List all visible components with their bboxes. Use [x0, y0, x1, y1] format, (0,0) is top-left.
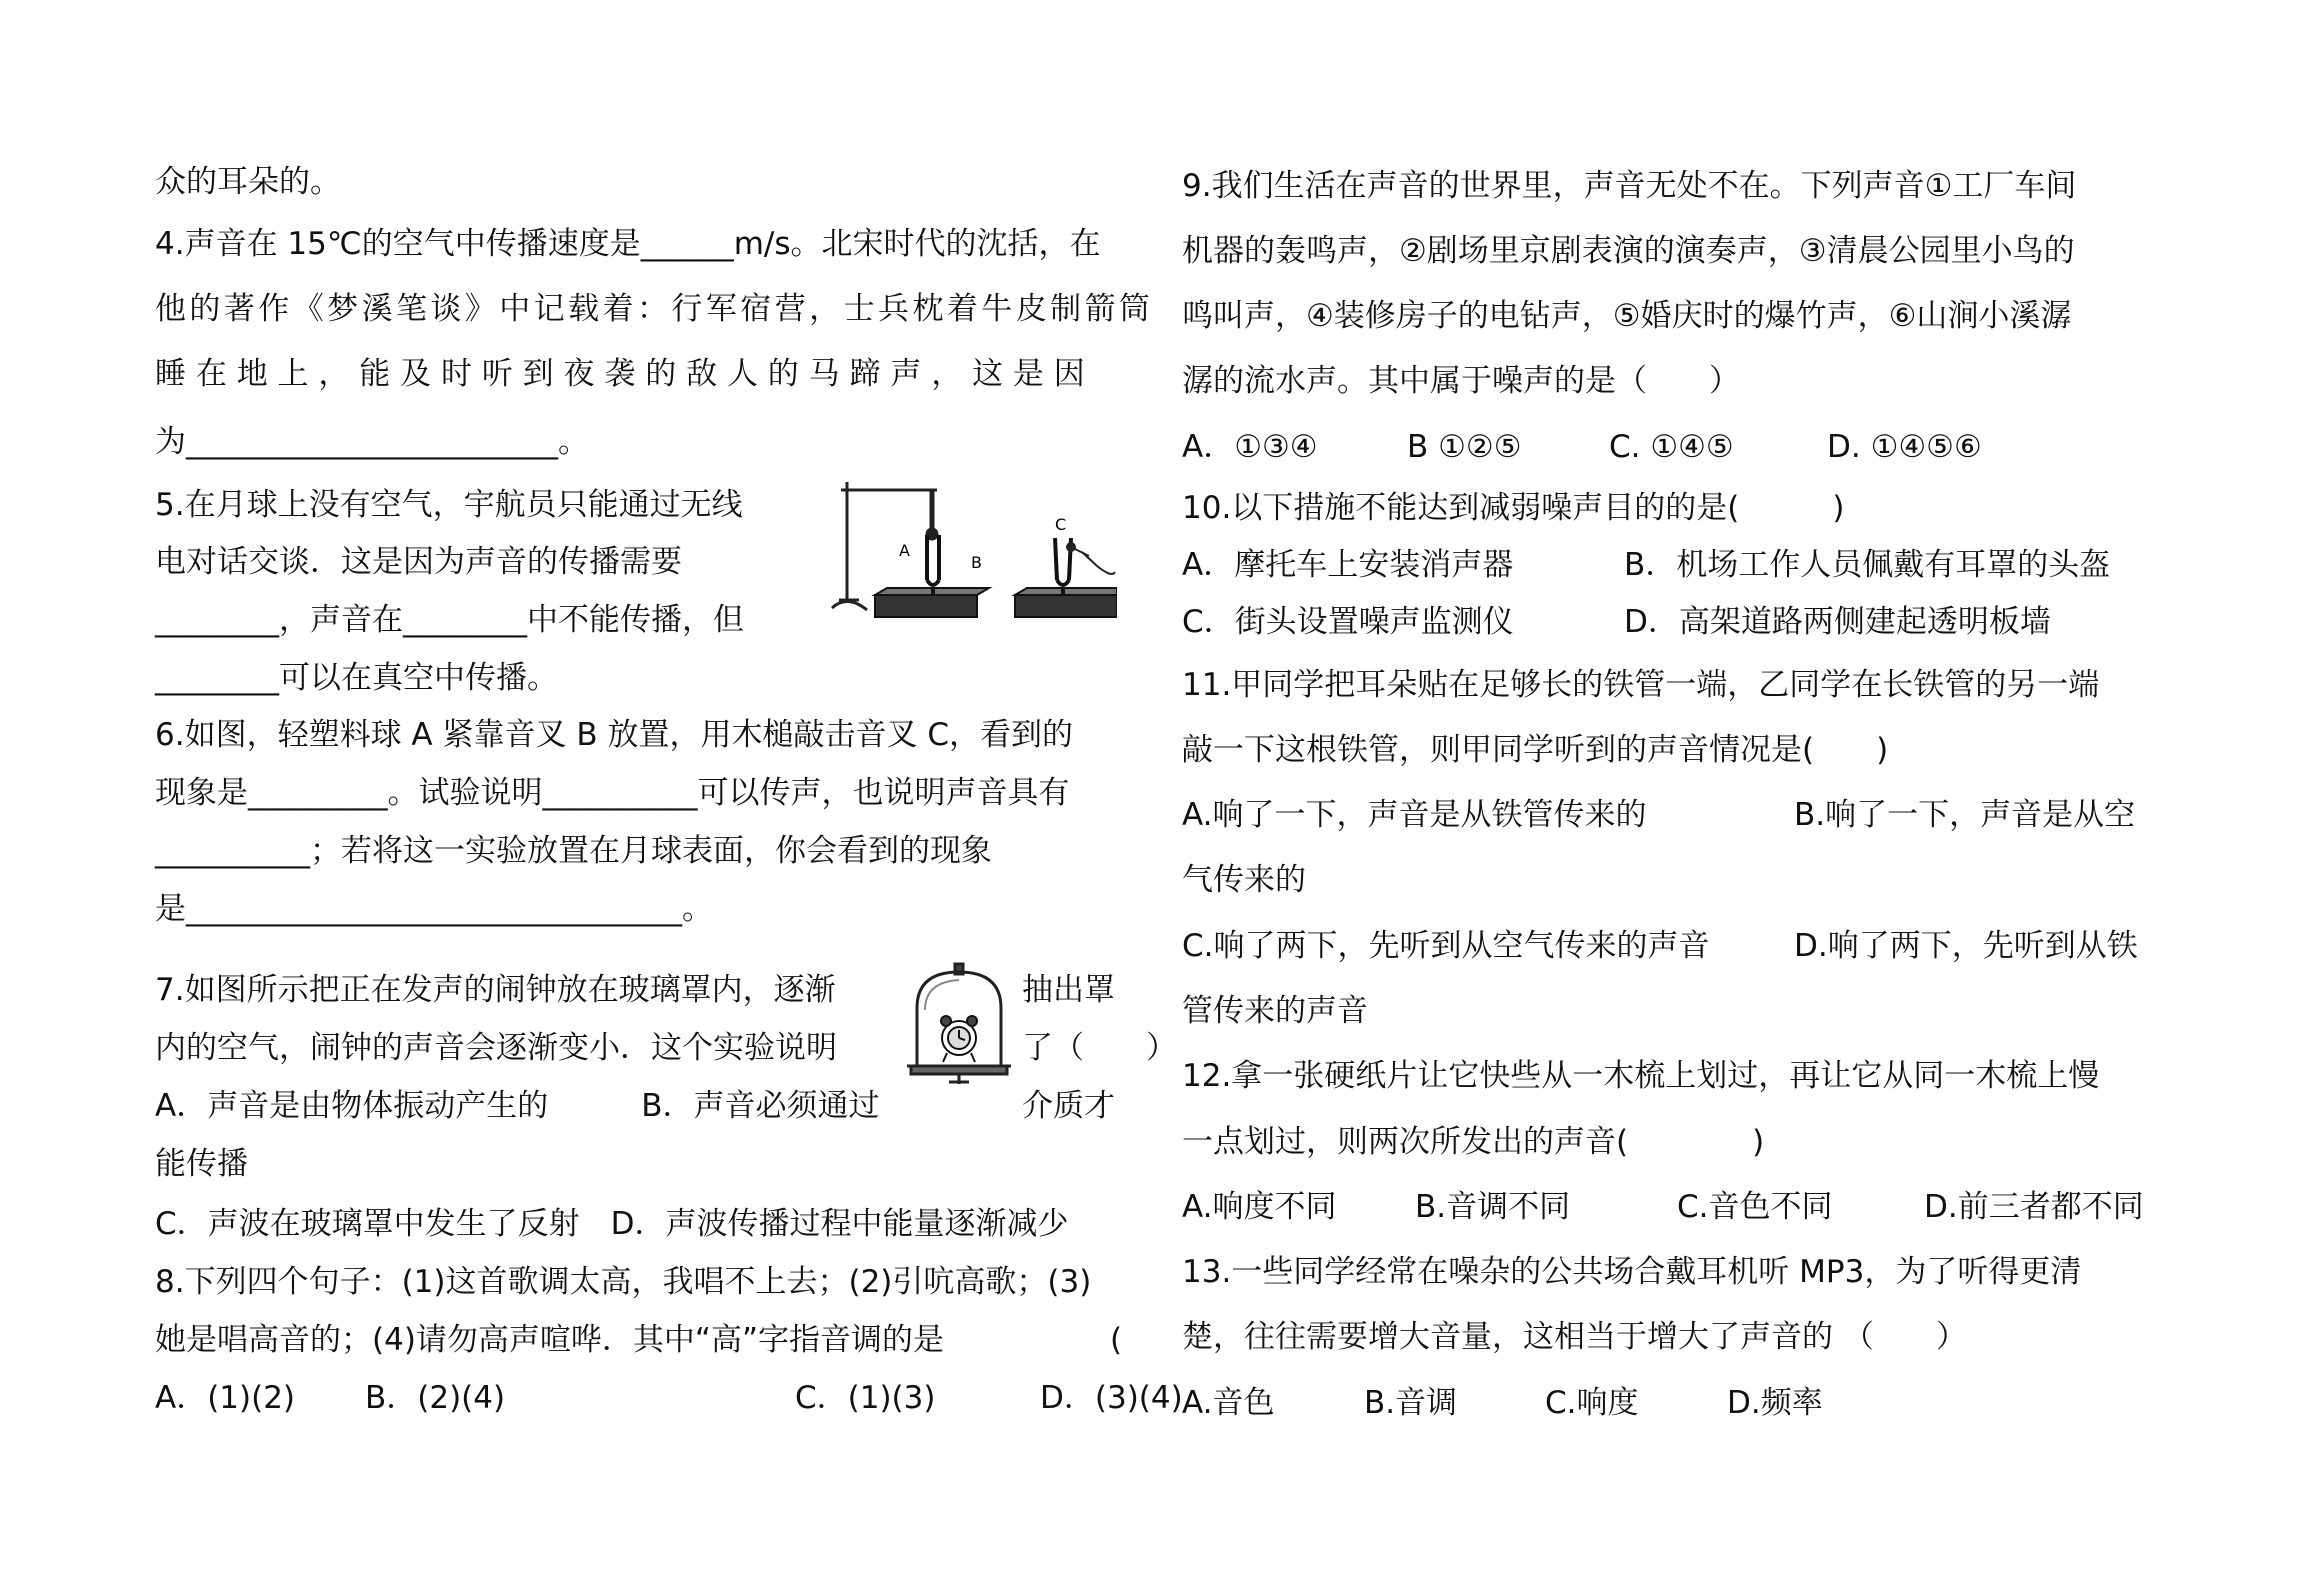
- question-11-option-b: B.响了一下，声音是从空: [1794, 797, 2136, 833]
- question-12-option-d: D.前三者都不同: [1924, 1189, 2144, 1225]
- question-10-option-c: C．街头设置噪声监测仪: [1182, 604, 1514, 640]
- question-7-line: 内的空气，闹钟的声音会逐渐变小．这个实验说明: [155, 1030, 837, 1066]
- question-10-option-a: A．摩托车上安装消声器: [1182, 547, 1514, 583]
- question-7-line: 介质才: [1022, 1088, 1115, 1124]
- question-9-option-d: D. ①④⑤⑥: [1827, 429, 1982, 465]
- question-8-option-c: C．(1)(3): [795, 1380, 936, 1416]
- figure-label-a: A: [899, 541, 910, 560]
- question-9-option-c: C. ①④⑤: [1609, 429, 1734, 465]
- bell-jar-figure: [903, 960, 1015, 1085]
- question-13-option-a: A.音色: [1182, 1385, 1275, 1421]
- question-5-line: 电对话交谈．这是因为声音的传播需要: [155, 544, 682, 580]
- question-5-line: 5.在月球上没有空气，宇航员只能通过无线: [155, 487, 743, 523]
- question-9-line: 9.我们生活在声音的世界里，声音无处不在。下列声音①工厂车间: [1182, 168, 2077, 204]
- question-6-line: 现象是_________。试验说明__________可以传声，也说明声音具有: [155, 775, 1070, 811]
- question-4-line: 4.声音在 15℃的空气中传播速度是______m/s。北宋时代的沈括，在: [155, 226, 1101, 262]
- question-7-line: 了（ ）: [1022, 1030, 1177, 1066]
- question-7-line: 能传播: [155, 1146, 248, 1182]
- question-6-line: 是________________________________。: [155, 891, 713, 927]
- question-11-line: 敲一下这根铁管，则甲同学听到的声音情况是( ): [1182, 732, 1889, 768]
- question-13-line: 13.一些同学经常在噪杂的公共场合戴耳机听 MP3，为了听得更清: [1182, 1254, 2082, 1290]
- question-7-option-line: C．声波在玻璃罩中发生了反射 D．声波传播过程中能量逐渐减少: [155, 1206, 1069, 1242]
- question-7-line: A．声音是由物体振动产生的 B．声音必须通过: [155, 1088, 880, 1124]
- question-11-line: 11.甲同学把耳朵贴在足够长的铁管一端，乙同学在长铁管的另一端: [1182, 667, 2100, 703]
- question-12-option-b: B.音调不同: [1415, 1189, 1571, 1225]
- question-12-line: 一点划过，则两次所发出的声音( ): [1182, 1124, 1765, 1160]
- question-13-option-d: D.频率: [1727, 1385, 1823, 1421]
- question-11-option-b-cont: 气传来的: [1182, 862, 1306, 898]
- question-7-line: 抽出罩: [1022, 972, 1115, 1008]
- question-11-option-a: A.响了一下，声音是从铁管传来的: [1182, 797, 1647, 833]
- question-9-line: 机器的轰鸣声，②剧场里京剧表演的演奏声，③清晨公园里小鸟的: [1182, 233, 2075, 269]
- question-11-option-d-cont: 管传来的声音: [1182, 993, 1368, 1029]
- figure-label-c: C: [1055, 515, 1067, 534]
- question-13-option-c: C.响度: [1545, 1385, 1639, 1421]
- question-5-line: ________可以在真空中传播。: [155, 660, 558, 696]
- question-4-line: 睡 在 地 上 ， 能 及 时 听 到 夜 袭 的 敌 人 的 马 蹄 声 ， 这 是 因: [155, 356, 1085, 392]
- text-line: 众的耳朵的。: [155, 164, 341, 200]
- question-8-option-d: D．(3)(4): [1040, 1380, 1183, 1416]
- question-12-option-a: A.响度不同: [1182, 1189, 1337, 1225]
- question-13-line: 楚，往往需要增大音量，这相当于增大了声音的 （ ）: [1182, 1319, 1967, 1355]
- question-8-line: (: [1110, 1322, 1123, 1358]
- question-9-line: 潺的流水声。其中属于噪声的是（ ）: [1182, 363, 1740, 399]
- question-9-option-a: A．①③④: [1182, 429, 1318, 465]
- question-8-option-a: A．(1)(2): [155, 1380, 296, 1416]
- figure-label-b: B: [971, 553, 982, 572]
- question-12-line: 12.拿一张硬纸片让它快些从一木梳上划过，再让它从同一木梳上慢: [1182, 1058, 2100, 1094]
- tuning-fork-figure: [827, 470, 1117, 630]
- question-6-line: __________；若将这一实验放置在月球表面，你会看到的现象: [155, 833, 992, 869]
- question-7-line: 7.如图所示把正在发声的闹钟放在玻璃罩内，逐渐: [155, 972, 836, 1008]
- question-11-option-d: D.响了两下，先听到从铁: [1794, 928, 2138, 964]
- question-4-line: 为________________________。: [155, 424, 589, 460]
- question-4-line: 他的著作《梦溪笔谈》中记载着：行军宿营，士兵枕着牛皮制箭筒: [155, 291, 1150, 327]
- question-10-option-d: D．高架道路两侧建起透明板墙: [1624, 604, 2051, 640]
- question-9-line: 鸣叫声，④装修房子的电钻声，⑤婚庆时的爆竹声，⑥山涧小溪潺: [1182, 298, 2072, 334]
- question-12-option-c: C.音色不同: [1677, 1189, 1833, 1225]
- question-10-option-b: B．机场工作人员佩戴有耳罩的头盔: [1624, 547, 2111, 583]
- question-8-option-b: B．(2)(4): [365, 1380, 506, 1416]
- question-13-option-b: B.音调: [1364, 1385, 1458, 1421]
- question-6-line: 6.如图，轻塑料球 A 紧靠音叉 B 放置，用木槌敲击音叉 C，看到的: [155, 717, 1073, 753]
- question-9-option-b: B ①②⑤: [1407, 429, 1522, 465]
- question-5-line: ________，声音在________中不能传播，但: [155, 602, 744, 638]
- question-8-line: 她是唱高音的；(4)请勿高声喧哗．其中“高”字指音调的是: [155, 1322, 945, 1358]
- question-10-line: 10.以下措施不能达到减弱噪声目的的是( ): [1182, 490, 1845, 526]
- question-8-line: 8.下列四个句子：(1)这首歌调太高，我唱不上去；(2)引吭高歌；(3): [155, 1264, 1092, 1300]
- question-11-option-c: C.响了两下，先听到从空气传来的声音: [1182, 928, 1710, 964]
